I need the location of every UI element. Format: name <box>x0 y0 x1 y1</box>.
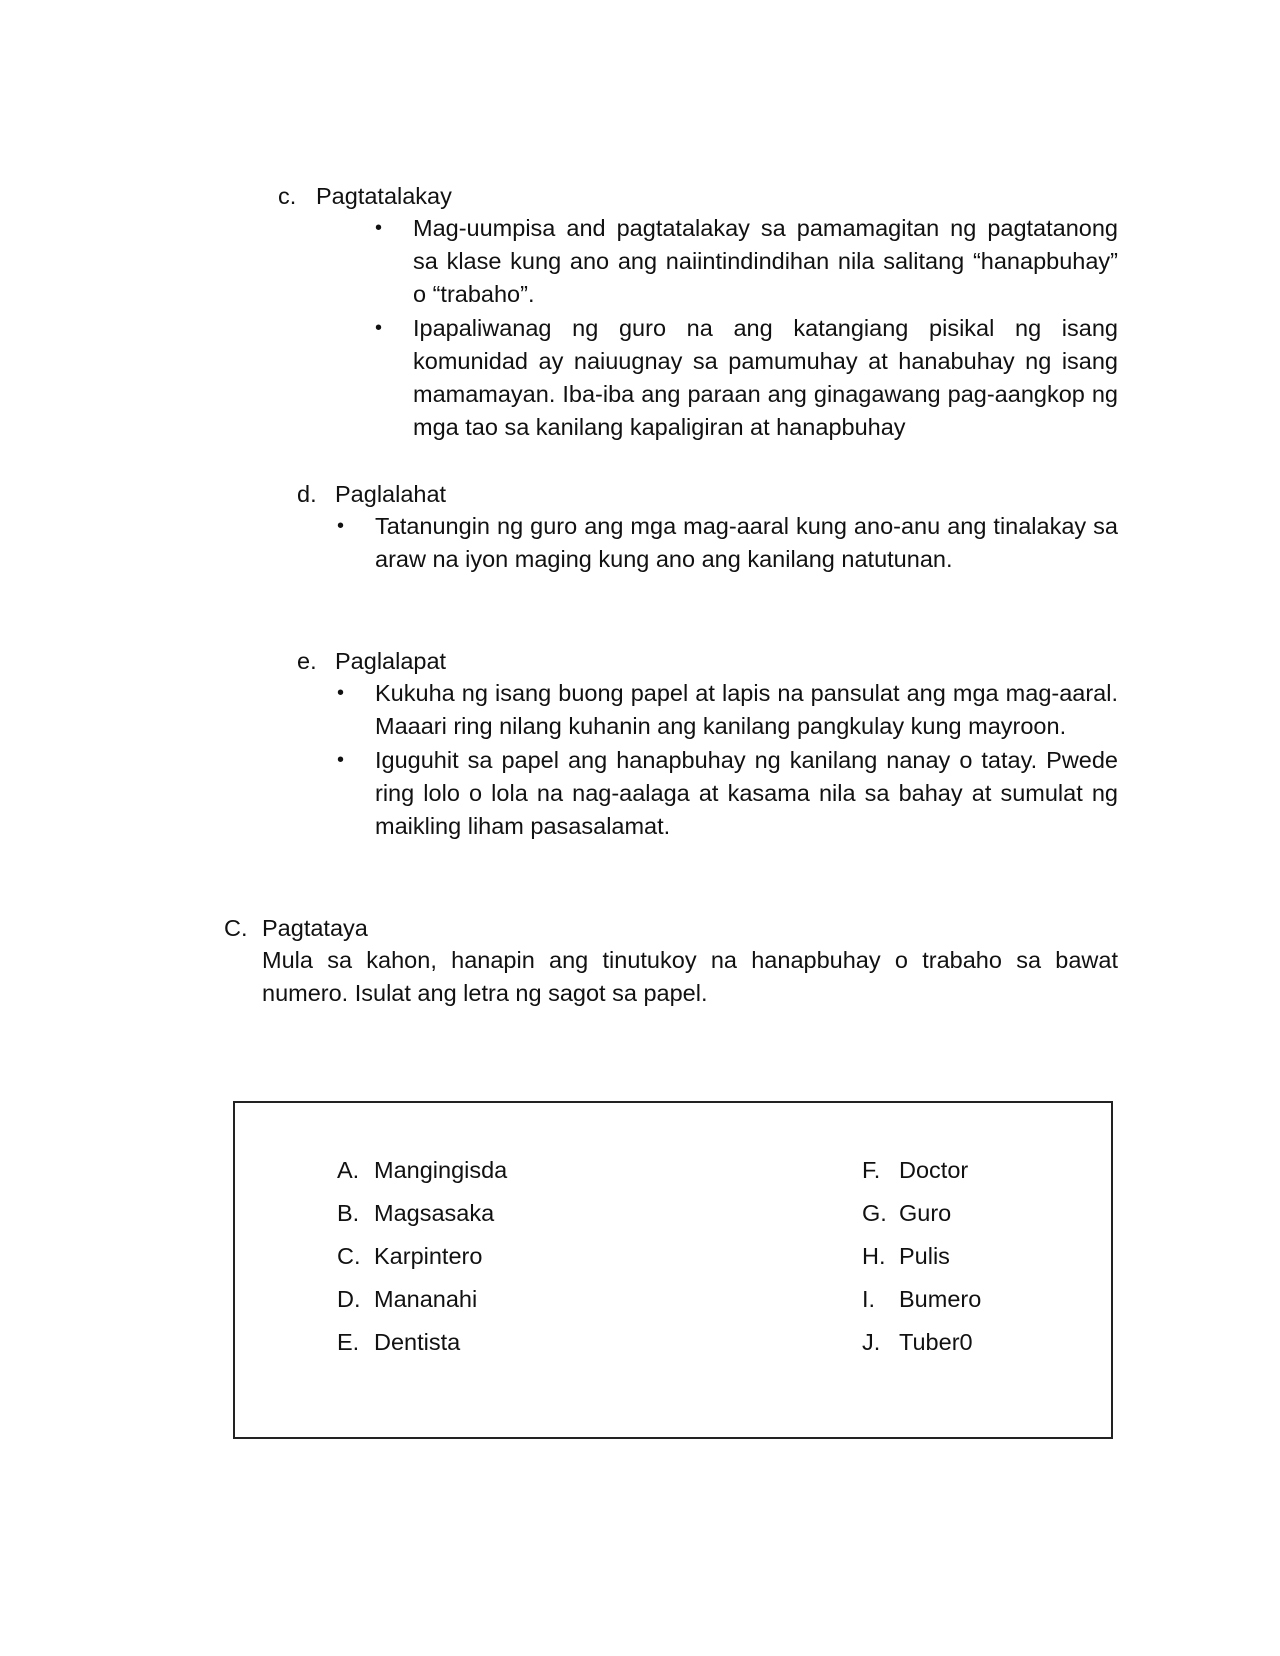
choice-text: Magsasaka <box>374 1200 495 1226</box>
section-title: Pagtatalakay <box>316 183 452 209</box>
choice-item <box>862 1284 981 1314</box>
list-item-text: Iguguhit sa papel ang hanapbuhay ng kanilang nanay o tatay. Pwede ring lolo o lola na nag-aalaga at kasama nila sa bahay at sumulat ng maikling liham pasasalamat. <box>375 747 1118 839</box>
choice-text: Mangingisda <box>374 1157 508 1183</box>
choice-item <box>862 1241 950 1271</box>
bullet-icon: • <box>375 317 383 339</box>
section-letter: e. <box>297 648 317 674</box>
choice-letter: H. <box>862 1243 886 1269</box>
choice-letter: J. <box>862 1329 881 1355</box>
choice-item <box>337 1241 482 1271</box>
section-letter: C. <box>224 915 248 941</box>
choice-text: Guro <box>899 1200 952 1226</box>
list-item <box>337 744 1118 843</box>
choice-item <box>337 1284 477 1314</box>
choice-text: Karpintero <box>374 1243 483 1269</box>
list-item <box>337 510 1118 576</box>
choice-letter: C. <box>337 1243 361 1269</box>
section-heading <box>278 180 1118 212</box>
list-item-text: Kukuha ng isang buong papel at lapis na pansulat ang mga mag-aaral. Maaari ring nilang kuhanin ang kanilang pangkulay kung mayroon. <box>375 680 1118 739</box>
bullet-list <box>337 510 1118 576</box>
instruction-text: Mula sa kahon, hanapin ang tinutukoy na hanapbuhay o trabaho sa bawat numero. Isulat ang letra ng sagot sa papel. <box>262 947 1118 1006</box>
section-heading <box>224 912 1118 944</box>
choice-letter: F. <box>862 1157 881 1183</box>
choices-box <box>233 1101 1113 1439</box>
list-item <box>375 312 1118 444</box>
choice-letter: A. <box>337 1157 360 1183</box>
choice-letter: D. <box>337 1286 361 1312</box>
section-title: Pagtataya <box>262 915 368 941</box>
section-title: Paglalahat <box>335 481 447 507</box>
choice-text: Pulis <box>899 1243 950 1269</box>
choice-item <box>337 1155 507 1185</box>
choice-item <box>862 1327 973 1357</box>
choice-letter: G. <box>862 1200 887 1226</box>
choice-letter: B. <box>337 1200 360 1226</box>
choice-item <box>337 1327 460 1357</box>
choice-text: Dentista <box>374 1329 461 1355</box>
list-item-text: Ipapaliwanag ng guro na ang katangiang pisikal ng isang komunidad ay naiuugnay sa pamumuhay at hanabuhay ng isang mamamayan. Iba-iba ang paraan ang ginagawang pag-aangkop ng mga tao sa kanilang kapaligiran at hanapbuhay <box>413 315 1118 440</box>
choice-letter: I. <box>862 1286 876 1312</box>
section-letter: d. <box>297 481 317 507</box>
list-item-text: Mag-uumpisa and pagtatalakay sa pamamagitan ng pagtatanong sa klase kung ano ang naiintindindihan nila salitang “hanapbuhay” o “trabaho”. <box>413 215 1118 307</box>
bullet-icon: • <box>375 217 383 239</box>
section-pagtatalakay <box>278 180 1118 445</box>
bullet-icon: • <box>337 515 345 537</box>
choice-item <box>862 1155 968 1185</box>
choice-text: Bumero <box>899 1286 982 1312</box>
section-letter: c. <box>278 183 297 209</box>
choice-item <box>337 1198 494 1228</box>
bullet-icon: • <box>337 682 345 704</box>
bullet-list <box>337 677 1118 843</box>
section-paglalahat <box>297 478 1118 577</box>
section-heading <box>297 645 1118 677</box>
choice-text: Tuber0 <box>899 1329 973 1355</box>
bullet-list <box>375 212 1118 444</box>
list-item-text: Tatanungin ng guro ang mga mag-aaral kung ano-anu ang tinalakay sa araw na iyon maging kung ano ang kanilang natutunan. <box>375 513 1118 572</box>
bullet-icon: • <box>337 749 345 771</box>
choice-text: Mananahi <box>374 1286 478 1312</box>
choice-item <box>862 1198 951 1228</box>
section-heading <box>297 478 1118 510</box>
section-paglalapat <box>297 645 1118 844</box>
choice-text: Doctor <box>899 1157 969 1183</box>
list-item <box>375 212 1118 311</box>
list-item <box>337 677 1118 743</box>
choice-letter: E. <box>337 1329 360 1355</box>
section-pagtataya <box>224 912 1118 1010</box>
section-title: Paglalapat <box>335 648 447 674</box>
